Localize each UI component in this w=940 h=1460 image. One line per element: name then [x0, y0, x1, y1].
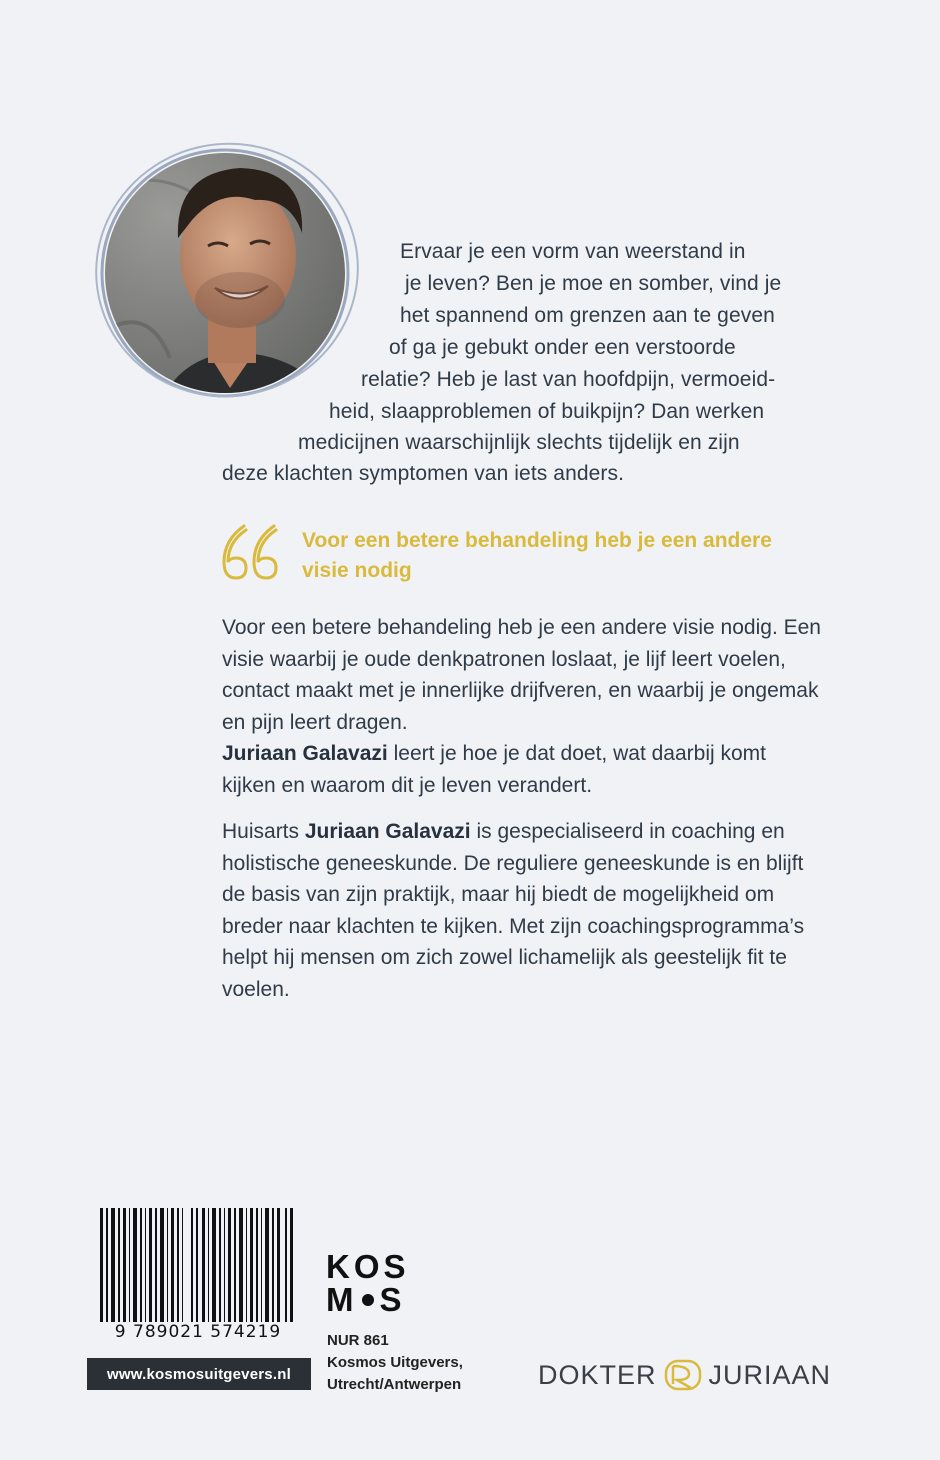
- author-bio-paragraph: [222, 816, 822, 1005]
- kosmos-logo-row1: KOS: [326, 1248, 410, 1285]
- description-paragraph: [222, 612, 822, 801]
- brand-right: JURIAAN: [708, 1359, 832, 1390]
- dokter-juriaan-logo: [538, 1358, 831, 1392]
- kosmos-logo-row2: [326, 1283, 416, 1316]
- description-text-a: Voor een betere behandeling heb je een andere visie nodig. Een visie waarbij je oude denkpatronen loslaat, je lijf leert voelen, contact maakt met je innerlijke drijfveren, en waarbij je ongemak en pijn leert dragen.: [222, 616, 821, 734]
- publisher-name: Kosmos Uitgevers,: [327, 1354, 463, 1371]
- intro-line-2: je leven? Ben je moe en somber, vind je: [405, 272, 782, 295]
- bio-author-name: Juriaan Galavazi: [304, 820, 471, 843]
- bio-text-a: Huisarts: [222, 820, 300, 843]
- brand-mark-icon: [663, 1358, 703, 1392]
- kosmos-logo-m: M: [326, 1281, 358, 1318]
- intro-line-3: het spannend om grenzen aan te geven: [400, 304, 775, 327]
- description-text-b: leert je hoe je dat doet, wat daarbij komt kijken en waarom dit je leven verandert.: [222, 742, 766, 797]
- publisher-info: [327, 1330, 463, 1396]
- author-name: Juriaan Galavazi: [222, 742, 388, 765]
- bio-text-b: is gespecialiseerd in coaching en holistische geneeskunde. De reguliere geneeskunde is en blijft de basis van zijn praktijk, maar hij biedt de mogelijkheid om breder naar klachten te kijken. Met zijn coachingsprogramma’s helpt hij mensen om zich zowel lichamelijk als geestelijk fit te voelen.: [222, 820, 805, 1001]
- kosmos-logo: [326, 1250, 416, 1320]
- intro-line-8: deze klachten symptomen van iets anders.: [222, 462, 625, 485]
- pull-quote: Voor een betere behandeling heb je een andere visie nodig: [302, 529, 772, 582]
- brand-left: DOKTER: [538, 1359, 657, 1390]
- isbn-number: 9 789021 574219: [98, 1322, 298, 1342]
- intro-line-1: Ervaar je een vorm van weerstand in: [400, 240, 746, 263]
- nur-code: NUR 861: [327, 1332, 389, 1349]
- kosmos-dot-icon: [362, 1294, 374, 1306]
- publisher-city: Utrecht/Antwerpen: [327, 1376, 462, 1393]
- author-portrait: [80, 128, 370, 418]
- intro-line-6: heid, slaapproblemen of buikpijn? Dan werken: [329, 400, 765, 423]
- kosmos-logo-s: S: [379, 1281, 406, 1318]
- intro-line-7: medicijnen waarschijnlijk slechts tijdelijk en zijn: [298, 431, 740, 454]
- intro-line-5: relatie? Heb je last van hoofdpijn, vermoeid-: [361, 368, 776, 391]
- publisher-website[interactable]: www.kosmosuitgevers.nl: [87, 1358, 311, 1390]
- intro-line-4: of ga je gebukt onder een verstoorde: [389, 336, 736, 359]
- quote-mark-icon: [218, 518, 280, 588]
